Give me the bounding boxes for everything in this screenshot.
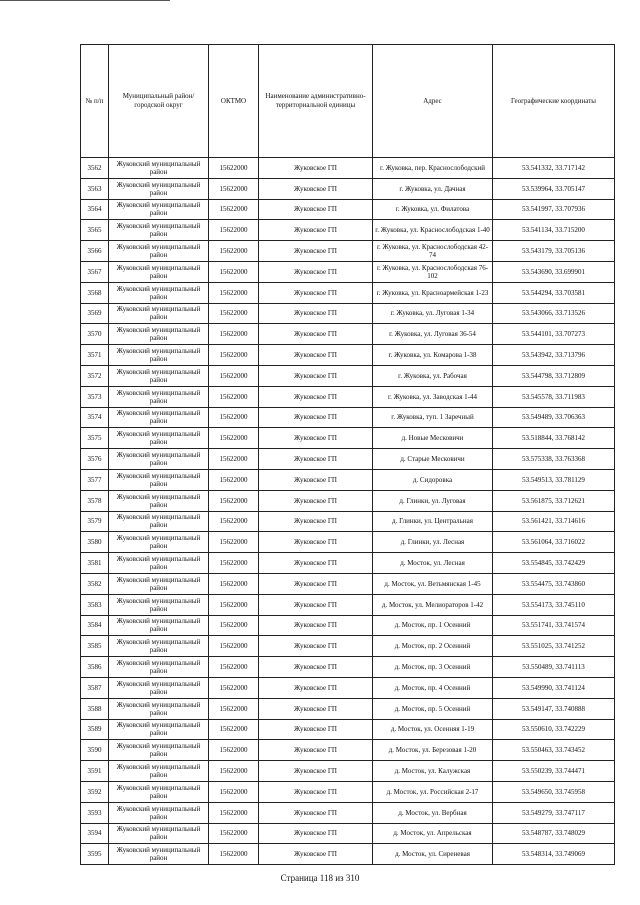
cell-rayon: Жуковский муниципальный район	[109, 781, 209, 802]
cell-num: 3583	[81, 594, 109, 615]
cell-coords: 53.548314, 33.749069	[493, 844, 615, 865]
cell-oktmo: 15622000	[209, 220, 259, 241]
cell-address: д. Мосток, пр. 4 Осенний	[373, 677, 493, 698]
cell-oktmo: 15622000	[209, 802, 259, 823]
cell-rayon: Жуковский муниципальный район	[109, 241, 209, 262]
cell-oktmo: 15622000	[209, 823, 259, 844]
cell-num: 3585	[81, 636, 109, 657]
cell-address: д. Мосток, пр. 2 Осенний	[373, 636, 493, 657]
cell-num: 3568	[81, 282, 109, 303]
table-row	[81, 386, 615, 407]
table-row	[81, 282, 615, 303]
table-row	[81, 490, 615, 511]
cell-rayon: Жуковский муниципальный район	[109, 844, 209, 865]
cell-unit: Жуковское ГП	[259, 615, 373, 636]
cell-address: г. Жуковка, ул. Краснослободская 1-40	[373, 220, 493, 241]
cell-rayon: Жуковский муниципальный район	[109, 511, 209, 532]
cell-rayon: Жуковский муниципальный район	[109, 428, 209, 449]
cell-address: г. Жуковка, туп. 1 Заречный	[373, 407, 493, 428]
table-body	[81, 158, 615, 865]
cell-num: 3563	[81, 178, 109, 199]
cell-coords: 53.550610, 33.742229	[493, 719, 615, 740]
cell-address: г. Жуковка, ул. Комарова 1-38	[373, 345, 493, 366]
cell-rayon: Жуковский муниципальный район	[109, 698, 209, 719]
cell-coords: 53.541332, 33.717142	[493, 158, 615, 179]
cell-coords: 53.561875, 33.712621	[493, 490, 615, 511]
table-row	[81, 511, 615, 532]
cell-coords: 53.549650, 33.745958	[493, 781, 615, 802]
table-row	[81, 594, 615, 615]
cell-address: д. Глинки, ул. Лесная	[373, 532, 493, 553]
cell-oktmo: 15622000	[209, 657, 259, 678]
cell-unit: Жуковское ГП	[259, 365, 373, 386]
cell-coords: 53.551025, 33.741252	[493, 636, 615, 657]
cell-oktmo: 15622000	[209, 428, 259, 449]
cell-address: г. Жуковка, ул. Филатова	[373, 199, 493, 220]
cell-address: г. Жуковка, ул. Красноармейская 1-23	[373, 282, 493, 303]
cell-oktmo: 15622000	[209, 241, 259, 262]
cell-oktmo: 15622000	[209, 511, 259, 532]
cell-oktmo: 15622000	[209, 282, 259, 303]
table-row	[81, 677, 615, 698]
cell-coords: 53.548787, 33.748029	[493, 823, 615, 844]
cell-num: 3588	[81, 698, 109, 719]
cell-rayon: Жуковский муниципальный район	[109, 282, 209, 303]
cell-address: д. Сидоровка	[373, 469, 493, 490]
cell-num: 3577	[81, 469, 109, 490]
table-row	[81, 407, 615, 428]
cell-num: 3581	[81, 553, 109, 574]
cell-coords: 53.549990, 33.741124	[493, 677, 615, 698]
cell-rayon: Жуковский муниципальный район	[109, 615, 209, 636]
table-row	[81, 719, 615, 740]
cell-coords: 53.561064, 33.716022	[493, 532, 615, 553]
cell-unit: Жуковское ГП	[259, 802, 373, 823]
cell-oktmo: 15622000	[209, 553, 259, 574]
table-row	[81, 178, 615, 199]
table-row	[81, 303, 615, 324]
cell-unit: Жуковское ГП	[259, 407, 373, 428]
cell-coords: 53.544101, 33.707273	[493, 324, 615, 345]
cell-address: д. Старые Месковичи	[373, 449, 493, 470]
cell-address: д. Глинки, ул. Луговая	[373, 490, 493, 511]
table-row	[81, 199, 615, 220]
cell-coords: 53.554173, 33.745110	[493, 594, 615, 615]
table-row	[81, 220, 615, 241]
table-row	[81, 823, 615, 844]
cell-num: 3572	[81, 365, 109, 386]
table-row	[81, 573, 615, 594]
cell-unit: Жуковское ГП	[259, 532, 373, 553]
cell-num: 3564	[81, 199, 109, 220]
cell-rayon: Жуковский муниципальный район	[109, 345, 209, 366]
table-row	[81, 345, 615, 366]
cell-oktmo: 15622000	[209, 532, 259, 553]
cell-oktmo: 15622000	[209, 844, 259, 865]
cell-address: д. Мосток, ул. Российская 2-17	[373, 781, 493, 802]
cell-address: г. Жуковка, пер. Краснослободский	[373, 158, 493, 179]
table-row	[81, 449, 615, 470]
header-rayon: Муниципальный район/городской округ	[109, 45, 209, 158]
cell-unit: Жуковское ГП	[259, 220, 373, 241]
cell-num: 3589	[81, 719, 109, 740]
cell-oktmo: 15622000	[209, 740, 259, 761]
cell-num: 3567	[81, 261, 109, 282]
table-row	[81, 615, 615, 636]
cell-oktmo: 15622000	[209, 449, 259, 470]
cell-coords: 53.549279, 33.747117	[493, 802, 615, 823]
cell-coords: 53.543690, 33.699901	[493, 261, 615, 282]
cell-unit: Жуковское ГП	[259, 677, 373, 698]
header-unit: Наименование административно-территориальной единицы	[259, 45, 373, 158]
cell-coords: 53.549489, 33.706363	[493, 407, 615, 428]
cell-rayon: Жуковский муниципальный район	[109, 532, 209, 553]
cell-rayon: Жуковский муниципальный район	[109, 386, 209, 407]
cell-num: 3590	[81, 740, 109, 761]
cell-unit: Жуковское ГП	[259, 740, 373, 761]
top-rule	[0, 0, 170, 1]
cell-coords: 53.543066, 33.713526	[493, 303, 615, 324]
cell-address: д. Мосток, ул. Лесная	[373, 553, 493, 574]
cell-num: 3565	[81, 220, 109, 241]
cell-unit: Жуковское ГП	[259, 199, 373, 220]
cell-address: г. Жуковка, ул. Краснослободская 42-74	[373, 241, 493, 262]
cell-unit: Жуковское ГП	[259, 428, 373, 449]
table-row	[81, 261, 615, 282]
cell-rayon: Жуковский муниципальный район	[109, 490, 209, 511]
cell-unit: Жуковское ГП	[259, 449, 373, 470]
cell-rayon: Жуковский муниципальный район	[109, 365, 209, 386]
cell-rayon: Жуковский муниципальный район	[109, 220, 209, 241]
cell-coords: 53.575338, 33.763368	[493, 449, 615, 470]
cell-oktmo: 15622000	[209, 761, 259, 782]
cell-num: 3570	[81, 324, 109, 345]
cell-unit: Жуковское ГП	[259, 844, 373, 865]
table-row	[81, 761, 615, 782]
cell-oktmo: 15622000	[209, 365, 259, 386]
cell-address: д. Мосток, ул. Сиреневая	[373, 844, 493, 865]
cell-address: д. Мосток, ул. Осенняя 1-19	[373, 719, 493, 740]
cell-oktmo: 15622000	[209, 698, 259, 719]
cell-num: 3586	[81, 657, 109, 678]
cell-unit: Жуковское ГП	[259, 594, 373, 615]
cell-num: 3566	[81, 241, 109, 262]
cell-num: 3562	[81, 158, 109, 179]
cell-rayon: Жуковский муниципальный район	[109, 823, 209, 844]
cell-unit: Жуковское ГП	[259, 158, 373, 179]
cell-rayon: Жуковский муниципальный район	[109, 158, 209, 179]
cell-oktmo: 15622000	[209, 303, 259, 324]
cell-rayon: Жуковский муниципальный район	[109, 761, 209, 782]
cell-unit: Жуковское ГП	[259, 573, 373, 594]
cell-address: д. Мосток, ул. Вербная	[373, 802, 493, 823]
cell-unit: Жуковское ГП	[259, 719, 373, 740]
cell-num: 3571	[81, 345, 109, 366]
cell-address: д. Новые Месковичи	[373, 428, 493, 449]
table-row	[81, 698, 615, 719]
cell-unit: Жуковское ГП	[259, 345, 373, 366]
cell-num: 3569	[81, 303, 109, 324]
cell-coords: 53.541997, 33.707936	[493, 199, 615, 220]
cell-coords: 53.544798, 33.712809	[493, 365, 615, 386]
cell-oktmo: 15622000	[209, 573, 259, 594]
cell-unit: Жуковское ГП	[259, 282, 373, 303]
cell-coords: 53.554845, 33.742429	[493, 553, 615, 574]
cell-oktmo: 15622000	[209, 490, 259, 511]
cell-address: г. Жуковка, ул. Краснослободская 76-102	[373, 261, 493, 282]
cell-oktmo: 15622000	[209, 324, 259, 345]
cell-coords: 53.549513, 33.781129	[493, 469, 615, 490]
cell-address: д. Мосток, пр. 5 Осенний	[373, 698, 493, 719]
cell-address: г. Жуковка, ул. Заводская 1-44	[373, 386, 493, 407]
cell-unit: Жуковское ГП	[259, 553, 373, 574]
cell-num: 3593	[81, 802, 109, 823]
table-header	[81, 45, 615, 158]
table-row	[81, 158, 615, 179]
table-row	[81, 469, 615, 490]
cell-address: д. Мосток, пр. 1 Осенний	[373, 615, 493, 636]
cell-oktmo: 15622000	[209, 719, 259, 740]
cell-unit: Жуковское ГП	[259, 657, 373, 678]
table-row	[81, 740, 615, 761]
cell-address: д. Мосток, ул. Калужская	[373, 761, 493, 782]
cell-rayon: Жуковский муниципальный район	[109, 469, 209, 490]
table-row	[81, 844, 615, 865]
cell-unit: Жуковское ГП	[259, 324, 373, 345]
cell-coords: 53.539964, 33.705147	[493, 178, 615, 199]
cell-coords: 53.554475, 33.743860	[493, 573, 615, 594]
cell-address: г. Жуковка, ул. Луговая 1-34	[373, 303, 493, 324]
cell-oktmo: 15622000	[209, 178, 259, 199]
header-row	[81, 45, 615, 158]
cell-oktmo: 15622000	[209, 615, 259, 636]
cell-num: 3580	[81, 532, 109, 553]
table-row	[81, 781, 615, 802]
cell-num: 3575	[81, 428, 109, 449]
cell-rayon: Жуковский муниципальный район	[109, 303, 209, 324]
cell-num: 3595	[81, 844, 109, 865]
cell-unit: Жуковское ГП	[259, 261, 373, 282]
cell-num: 3584	[81, 615, 109, 636]
cell-coords: 53.550239, 33.744471	[493, 761, 615, 782]
table-row	[81, 636, 615, 657]
cell-coords: 53.545578, 33.711983	[493, 386, 615, 407]
cell-rayon: Жуковский муниципальный район	[109, 719, 209, 740]
cell-unit: Жуковское ГП	[259, 511, 373, 532]
cell-oktmo: 15622000	[209, 199, 259, 220]
header-num: № п/п	[81, 45, 109, 158]
cell-num: 3582	[81, 573, 109, 594]
cell-num: 3573	[81, 386, 109, 407]
cell-address: д. Глинки, ул. Центральная	[373, 511, 493, 532]
cell-unit: Жуковское ГП	[259, 386, 373, 407]
cell-unit: Жуковское ГП	[259, 698, 373, 719]
cell-oktmo: 15622000	[209, 407, 259, 428]
cell-address: д. Мосток, ул. Мелиораторов 1-42	[373, 594, 493, 615]
cell-unit: Жуковское ГП	[259, 303, 373, 324]
cell-unit: Жуковское ГП	[259, 636, 373, 657]
cell-oktmo: 15622000	[209, 345, 259, 366]
cell-coords: 53.543179, 33.705136	[493, 241, 615, 262]
cell-oktmo: 15622000	[209, 261, 259, 282]
cell-unit: Жуковское ГП	[259, 178, 373, 199]
cell-oktmo: 15622000	[209, 469, 259, 490]
cell-num: 3579	[81, 511, 109, 532]
cell-address: д. Мосток, ул. Березовая 1-20	[373, 740, 493, 761]
cell-unit: Жуковское ГП	[259, 781, 373, 802]
cell-rayon: Жуковский муниципальный район	[109, 594, 209, 615]
cell-coords: 53.550489, 33.741113	[493, 657, 615, 678]
cell-address: д. Мосток, пр. 3 Осенний	[373, 657, 493, 678]
cell-coords: 53.549147, 33.740888	[493, 698, 615, 719]
cell-address: г. Жуковка, ул. Дачная	[373, 178, 493, 199]
cell-oktmo: 15622000	[209, 781, 259, 802]
cell-rayon: Жуковский муниципальный район	[109, 573, 209, 594]
cell-address: г. Жуковка, ул. Рабочая	[373, 365, 493, 386]
cell-unit: Жуковское ГП	[259, 490, 373, 511]
table-row	[81, 553, 615, 574]
cell-unit: Жуковское ГП	[259, 761, 373, 782]
table-row	[81, 532, 615, 553]
cell-rayon: Жуковский муниципальный район	[109, 636, 209, 657]
cell-coords: 53.518844, 33.768142	[493, 428, 615, 449]
table-row	[81, 324, 615, 345]
cell-rayon: Жуковский муниципальный район	[109, 261, 209, 282]
cell-rayon: Жуковский муниципальный район	[109, 740, 209, 761]
cell-num: 3591	[81, 761, 109, 782]
header-oktmo: ОКТМО	[209, 45, 259, 158]
cell-oktmo: 15622000	[209, 594, 259, 615]
cell-rayon: Жуковский муниципальный район	[109, 407, 209, 428]
cell-coords: 53.541134, 33.715200	[493, 220, 615, 241]
cell-address: д. Мосток, ул. Апрельская	[373, 823, 493, 844]
cell-rayon: Жуковский муниципальный район	[109, 657, 209, 678]
cell-rayon: Жуковский муниципальный район	[109, 677, 209, 698]
cell-rayon: Жуковский муниципальный район	[109, 199, 209, 220]
cell-num: 3592	[81, 781, 109, 802]
table-row	[81, 241, 615, 262]
cell-coords: 53.561421, 33.714616	[493, 511, 615, 532]
page-number: Страница 118 из 310	[280, 873, 360, 883]
cell-num: 3576	[81, 449, 109, 470]
cell-coords: 53.551741, 33.741574	[493, 615, 615, 636]
header-coords: Географические координаты	[493, 45, 615, 158]
cell-oktmo: 15622000	[209, 677, 259, 698]
header-address: Адрес	[373, 45, 493, 158]
table-row	[81, 365, 615, 386]
cell-num: 3574	[81, 407, 109, 428]
cell-unit: Жуковское ГП	[259, 241, 373, 262]
cell-unit: Жуковское ГП	[259, 469, 373, 490]
cell-rayon: Жуковский муниципальный район	[109, 553, 209, 574]
table-row	[81, 657, 615, 678]
cell-unit: Жуковское ГП	[259, 823, 373, 844]
cell-oktmo: 15622000	[209, 158, 259, 179]
cell-coords: 53.544294, 33.703581	[493, 282, 615, 303]
cell-address: г. Жуковка, ул. Луговая 36-54	[373, 324, 493, 345]
cell-num: 3594	[81, 823, 109, 844]
cell-oktmo: 15622000	[209, 636, 259, 657]
cell-coords: 53.543942, 33.713796	[493, 345, 615, 366]
table-row	[81, 802, 615, 823]
cell-address: д. Мосток, ул. Ветьмянская 1-45	[373, 573, 493, 594]
cell-num: 3578	[81, 490, 109, 511]
cell-coords: 53.550463, 33.743452	[493, 740, 615, 761]
cell-rayon: Жуковский муниципальный район	[109, 449, 209, 470]
cell-oktmo: 15622000	[209, 386, 259, 407]
registry-table	[80, 44, 615, 865]
cell-rayon: Жуковский муниципальный район	[109, 324, 209, 345]
cell-rayon: Жуковский муниципальный район	[109, 802, 209, 823]
table-row	[81, 428, 615, 449]
cell-num: 3587	[81, 677, 109, 698]
cell-rayon: Жуковский муниципальный район	[109, 178, 209, 199]
